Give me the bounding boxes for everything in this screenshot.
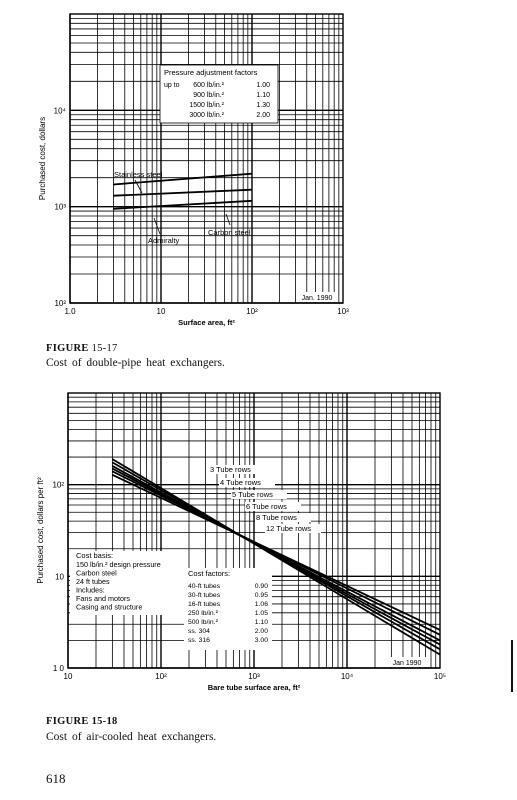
cost-basis-title: Cost basis: <box>76 551 114 560</box>
x-tick-label: 10⁴ <box>340 672 354 681</box>
x-tick-label: 10⁵ <box>433 672 447 681</box>
figure-15-18-caption: Cost of air-cooled heat exchangers. <box>46 731 217 743</box>
figure-label: FIGURE <box>46 716 89 727</box>
series-label: 6 Tube rows <box>246 502 287 511</box>
series-label: Carbon steel <box>208 228 251 237</box>
x-tick-label: 10 <box>156 307 166 316</box>
cost-basis-line: Includes: <box>76 585 105 595</box>
pressure-value: 1500 lb/in.² <box>189 102 224 109</box>
page-number: 618 <box>46 771 66 786</box>
figure-number: 15-17 <box>91 343 118 354</box>
series-label: Stainless steel <box>114 170 163 179</box>
series-label: 4 Tube rows <box>220 478 261 487</box>
x-tick-label: 1.0 <box>64 307 76 316</box>
figure-15-17-label <box>46 343 118 354</box>
figure-label: FIGURE <box>46 343 89 354</box>
y-tick-label: 1 0 <box>52 664 64 673</box>
x-tick-label: 10 <box>63 672 73 681</box>
pressure-factors-title: Pressure adjustment factors <box>164 68 258 77</box>
pressure-value: 600 lb/in.² <box>193 82 224 89</box>
pressure-factor: 1.10 <box>256 92 270 99</box>
cost-factor-label: 30-ft tubes <box>188 592 221 599</box>
date-label: Jan 1990 <box>392 660 422 667</box>
cost-factors-title: Cost factors: <box>188 569 231 578</box>
y-tick-label: 10² <box>52 480 64 490</box>
pressure-prefix: up to <box>164 82 180 89</box>
cost-basis-line: 24 ft tubes <box>76 577 110 586</box>
figure-15-18-label <box>46 716 118 727</box>
figure-number: 15-18 <box>91 716 118 727</box>
cost-basis-line: 150 lb/in.² design pressure <box>76 560 161 569</box>
pressure-value: 3000 lb/in.² <box>189 112 224 119</box>
y-tick-label: 10³ <box>54 202 66 212</box>
cost-factor-label: 16-ft tubes <box>188 601 221 608</box>
date-label: Jan. 1990 <box>301 295 333 302</box>
y-tick-label: 10⁴ <box>53 106 66 116</box>
pressure-factor: 2.00 <box>256 112 270 119</box>
x-tick-label: 10³ <box>248 672 260 681</box>
cost-factor-label: 40-ft tubes <box>188 583 221 590</box>
y-axis-label: Purchased cost, dollars <box>38 116 47 201</box>
pressure-value: 900 lb/in.² <box>193 92 224 99</box>
pressure-factor: 1.00 <box>256 82 270 89</box>
cost-factor-value: 2.00 <box>254 628 268 635</box>
series-label: Admiralty <box>148 236 180 245</box>
series-label: 8 Tube rows <box>256 513 297 522</box>
figure-15-17-caption: Cost of double-pipe heat exchangers. <box>46 357 225 369</box>
x-tick-label: 10² <box>246 307 258 316</box>
cost-factor-label: 250 lb/in.² <box>188 610 218 617</box>
series-label: 3 Tube rows <box>210 465 251 474</box>
margin-bar <box>511 640 513 692</box>
cost-basis-line: Casing and structure <box>76 602 143 612</box>
cost-factor-label: ss. 316 <box>188 637 210 644</box>
y-tick-label: 10² <box>54 299 66 308</box>
x-axis-label: Bare tube surface area, ft² <box>207 683 301 692</box>
x-tick-label: 10² <box>155 672 167 681</box>
pressure-factor: 1.30 <box>256 102 270 109</box>
cost-factor-value: 0.95 <box>254 592 268 599</box>
cost-basis-line: Fans and motors <box>76 594 130 603</box>
cost-factor-label: 500 lb/in.² <box>188 619 218 626</box>
x-tick-label: 10³ <box>337 307 349 316</box>
cost-factor-value: 3.00 <box>254 637 268 644</box>
cost-basis-line: Carbon steel <box>76 568 117 578</box>
cost-factor-value: 0.90 <box>254 583 268 590</box>
cost-factor-label: ss. 304 <box>188 628 210 635</box>
x-axis-label: Surface area, ft² <box>178 318 235 327</box>
cost-factor-value: 1.10 <box>254 619 268 626</box>
cost-factor-value: 1.06 <box>254 601 268 608</box>
series-label: 5 Tube rows <box>232 490 273 499</box>
series-label: 12 Tube rows <box>266 524 312 533</box>
cost-factor-value: 1.05 <box>254 610 268 617</box>
y-axis-label: Purchased cost, dollars per ft² <box>36 477 45 584</box>
y-tick-label: 10 <box>55 572 64 582</box>
